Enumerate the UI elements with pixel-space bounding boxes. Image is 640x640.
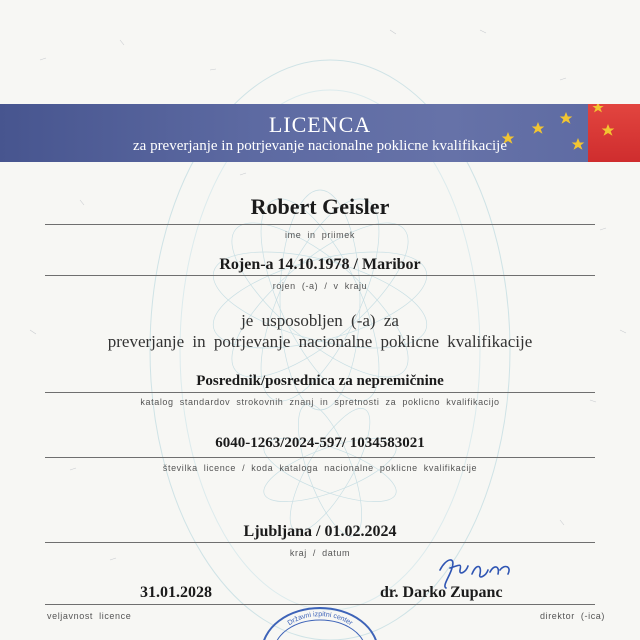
issue-caption: kraj / datum bbox=[289, 548, 351, 558]
validity-caption: veljavnost licence bbox=[47, 611, 132, 621]
divider-line bbox=[45, 457, 595, 458]
validity-date: 31.01.2028 bbox=[140, 584, 212, 601]
qualification-caption: katalog standardov strokovnih znanj in spretnosti za poklicno kvalifikacijo bbox=[140, 397, 500, 407]
statement-line-2: preverjanje in potrjevanje nacionalne poklicne kvalifikacije bbox=[107, 332, 533, 351]
statement-line-1: je usposobljen (-a) za bbox=[241, 311, 399, 330]
official-stamp bbox=[255, 604, 385, 640]
holder-name: Robert Geisler bbox=[250, 194, 390, 219]
name-caption: ime in priimek bbox=[285, 230, 355, 240]
divider-line bbox=[45, 542, 595, 543]
issue-place-date: Ljubljana / 01.02.2024 bbox=[243, 523, 397, 540]
director-caption: direktor (-ica) bbox=[540, 611, 606, 621]
birth-info: Rojen-a 14.10.1978 / Maribor bbox=[219, 256, 421, 273]
divider-line bbox=[45, 224, 595, 225]
qualification-title: Posrednik/posrednica za nepremičnine bbox=[196, 373, 444, 389]
birth-caption: rojen (-a) / v kraju bbox=[272, 281, 368, 291]
director-name: dr. Darko Zupanc bbox=[380, 584, 503, 601]
divider-line bbox=[45, 275, 595, 276]
certificate-title: LICENCA bbox=[268, 112, 372, 137]
certificate-subtitle: za preverjanje in potrjevanje nacionalne poklicne kvalifikacije bbox=[133, 138, 507, 154]
title-banner bbox=[0, 104, 640, 162]
stamp-text: Državni izpitni center bbox=[286, 611, 354, 628]
divider-line bbox=[45, 392, 595, 393]
license-caption: številka licence / koda kataloga nacionalne poklicne kvalifikacije bbox=[162, 463, 478, 473]
license-number: 6040-1263/2024-597/ 1034583021 bbox=[215, 435, 425, 451]
